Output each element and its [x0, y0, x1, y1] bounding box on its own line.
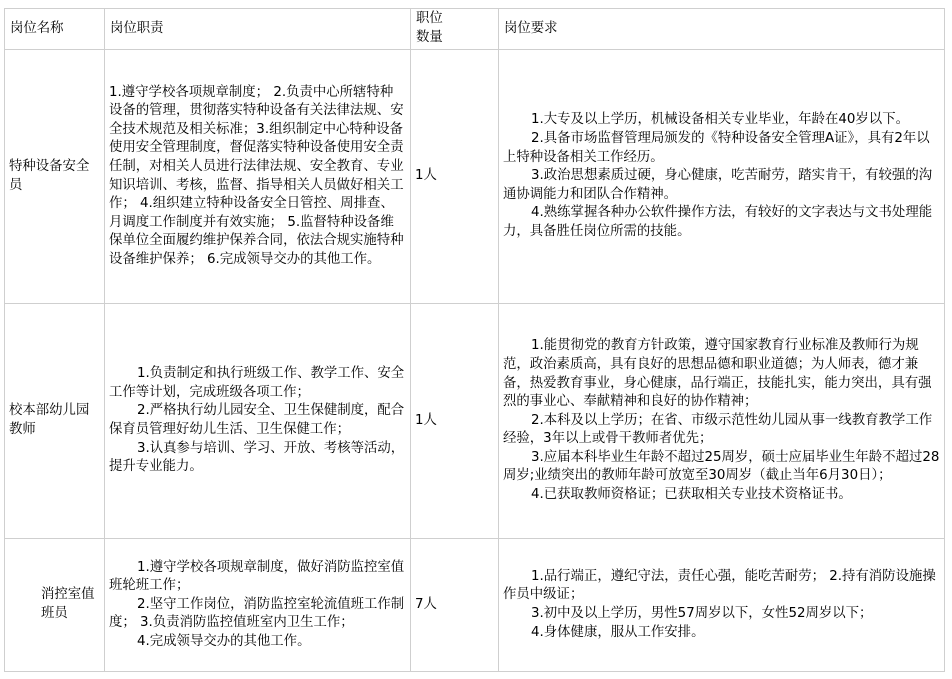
header-count-line1: 职位: [416, 11, 443, 27]
header-count: [411, 9, 499, 50]
requirement-item: 2.本科及以上学历；在省、市级示范性幼儿园从事一线教育教学工作经验，3年以上或骨干教师者优先；: [503, 412, 933, 447]
position-duties: [105, 50, 411, 304]
position-duties: [105, 304, 411, 539]
position-count: 1人: [411, 50, 499, 304]
duty-item: 4.完成领导交办的其他工作。: [137, 633, 311, 649]
requirement-item: 4.身体健康，服从工作安排。: [531, 624, 705, 640]
position-name: 消控室值班员: [5, 539, 105, 672]
duty-item: 1.负责制定和执行班级工作、教学工作、安全工作等计划，完成班级各项工作；: [109, 366, 405, 400]
table-header-row: [5, 9, 945, 50]
position-requirements: [499, 50, 945, 304]
job-positions-table: [4, 8, 945, 672]
requirement-item: 3.初中及以上学历，男性57周岁以下，女性52周岁以下；: [531, 606, 873, 621]
requirement-item: 3.政治思想素质过硬，身心健康，吃苦耐劳，踏实肯干，有较强的沟通协调能力和团队合作精神。: [503, 168, 933, 202]
requirement-item: 2.具备市场监督管理局颁发的《特种设备安全管理A证》，具有2年以上特种设备相关工作经历。: [503, 131, 930, 165]
duty-item: 2.坚守工作岗位，消防监控室轮流值班工作制度； 3.负责消防监控值班室内卫生工作；: [109, 596, 405, 631]
requirement-item: 1.大专及以上学历，机械设备相关专业毕业，年龄在40岁以下。: [531, 112, 909, 128]
duty-item: 3.认真参与培训、学习、开放、考核等活动，提升专业能力。: [109, 440, 405, 475]
requirement-item: 4.熟练掌握各种办公软件操作方法，有较好的文字表达与文书处理能力，具备胜任岗位所需的技能。: [503, 205, 933, 239]
position-count: 1人: [411, 304, 499, 539]
table-row: [5, 304, 945, 539]
position-requirements: [499, 304, 945, 539]
requirement-item: 1.品行端正，遵纪守法，责任心强，能吃苦耐劳； 2.持有消防设施操作员中级证；: [503, 568, 936, 603]
position-requirements: [499, 539, 945, 672]
table-row: [5, 539, 945, 672]
header-position-name: 岗位名称: [5, 9, 105, 50]
position-count: 7人: [411, 539, 499, 672]
requirement-item: 4.已获取教师资格证；已获取相关专业技术资格证书。: [531, 487, 852, 503]
position-name: 校本部幼儿园教师: [5, 304, 105, 539]
requirement-item: 1.能贯彻党的教育方针政策，遵守国家教育行业标准及教师行为规范，政治素质高，具有良好的思想品德和职业道德；为人师表，德才兼备，热爱教育事业，身心健康，品行端正，技能扎实，能力突出，具有强烈的事业心、奉献精神和良好的协作精神；: [503, 338, 932, 410]
position-duties: [105, 539, 411, 672]
duty-item: 2.严格执行幼儿园安全、卫生保健制度，配合保育员管理好幼儿生活、卫生保健工作；: [109, 403, 405, 437]
header-count-line2: 数量: [416, 30, 443, 45]
cropped-top-strip: [0, 0, 952, 8]
duty-item: 1.遵守学校各项规章制度； 2.负责中心所辖特种设备的管理，贯彻落实特种设备有关法律法规、安全技术规范及相关标准；3.组织制定中心特种设备使用安全管理制度，督促落实特种设备使用安全责任制，对相关人员进行法律法规、安全教育、专业知识培训、考核，监督、指导相关人员做好相关工作； 4.组织建立特种设备安全日管控、周排查、月调度工作制度并有效实施； 5.监督特种设备维保单位全面履约维护保养合同，依法合规实施特种设备维护保养； 6.完成领导交办的其他工作。: [109, 84, 404, 267]
position-name: 特种设备安全员: [5, 50, 105, 304]
duty-item: 1.遵守学校各项规章制度，做好消防监控室值班轮班工作；: [109, 559, 405, 594]
table-row: [5, 50, 945, 304]
header-duties: 岗位职责: [105, 9, 411, 50]
requirement-item: 3.应届本科毕业生年龄不超过25周岁，硕士应届毕业生年龄不超过28周岁;业绩突出的教师年龄可放宽至30周岁（截止当年6月30日）；: [503, 449, 940, 484]
header-requirements: 岗位要求: [499, 9, 945, 50]
